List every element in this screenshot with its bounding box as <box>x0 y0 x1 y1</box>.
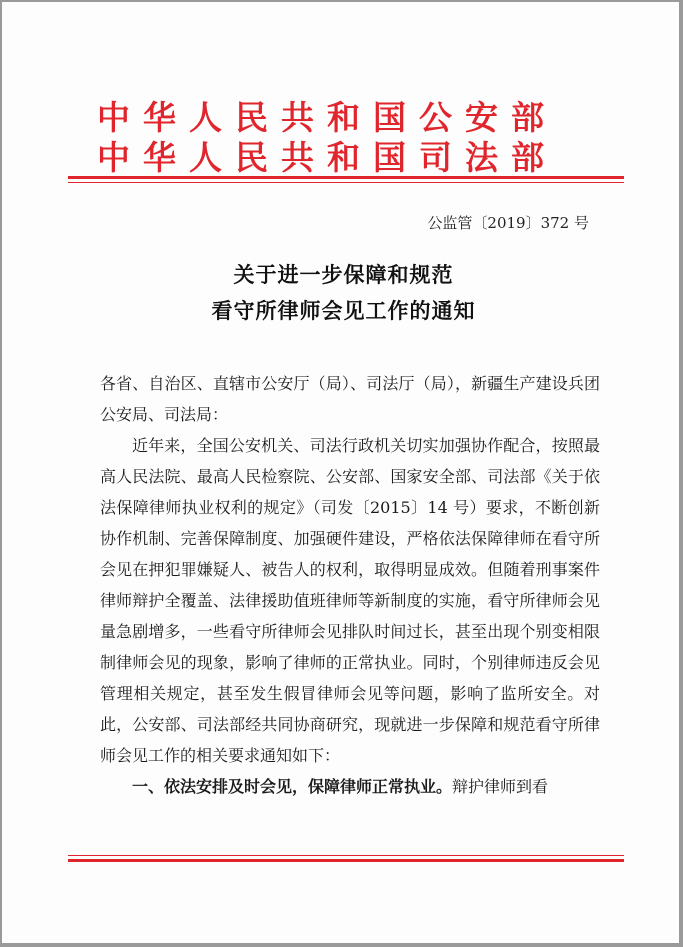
document-title <box>2 257 683 329</box>
section-1-paragraph <box>100 771 600 802</box>
header-red-rule <box>68 176 624 179</box>
title-line-1: 关于进一步保障和规范 <box>233 262 454 287</box>
document-number: 公监管〔2019〕372 号 <box>427 214 589 232</box>
header-red-rule-thin <box>68 182 624 183</box>
issuing-authorities-header <box>97 98 617 178</box>
intro-paragraph: 近年来，全国公安机关、司法行政机关切实加强协作配合，按照最高人民法院、最高人民检察院、公安部、国家安全部、司法部《关于依法保障律师执业权利的规定》（司发〔2015〕14 号）要求，不断创新协作机制、完善保障制度、加强硬件建设，严格依法保障律师在看守所会见在押犯罪嫌疑人、被告人的权利，取得明显成效。但随着刑事案件律师辩护全覆盖、法律援助值班律师等新制度的实施，看守所律师会见量急剧增多，一些看守所律师会见排队时间过长，甚至出现个别变相限制律师会见的现象，影响了律师的正常执业。同时，个别律师违反会见管理相关规定，甚至发生假冒律师会见等问题，影响了监所安全。对此，公安部、司法部经共同协商研究，现就进一步保障和规范看守所律师会见工作的相关要求通知如下： <box>100 436 600 765</box>
section-1-heading: 一、依法安排及时会见，保障律师正常执业。 <box>132 777 453 796</box>
document-body <box>100 368 600 802</box>
issuer-ministry-of-public-security: 中华人民共和国公安部 <box>97 98 557 137</box>
title-line-2: 看守所律师会见工作的通知 <box>211 298 476 323</box>
addressee-paragraph: 各省、自治区、直辖市公安厅（局）、司法厅（局），新疆生产建设兵团公安局、司法局： <box>100 374 600 424</box>
issuer-ministry-of-justice: 中华人民共和国司法部 <box>97 138 557 177</box>
section-1-text: 辩护律师到看 <box>452 777 549 796</box>
footer-red-rule <box>68 859 624 862</box>
footer-red-rule-thin <box>68 855 624 856</box>
